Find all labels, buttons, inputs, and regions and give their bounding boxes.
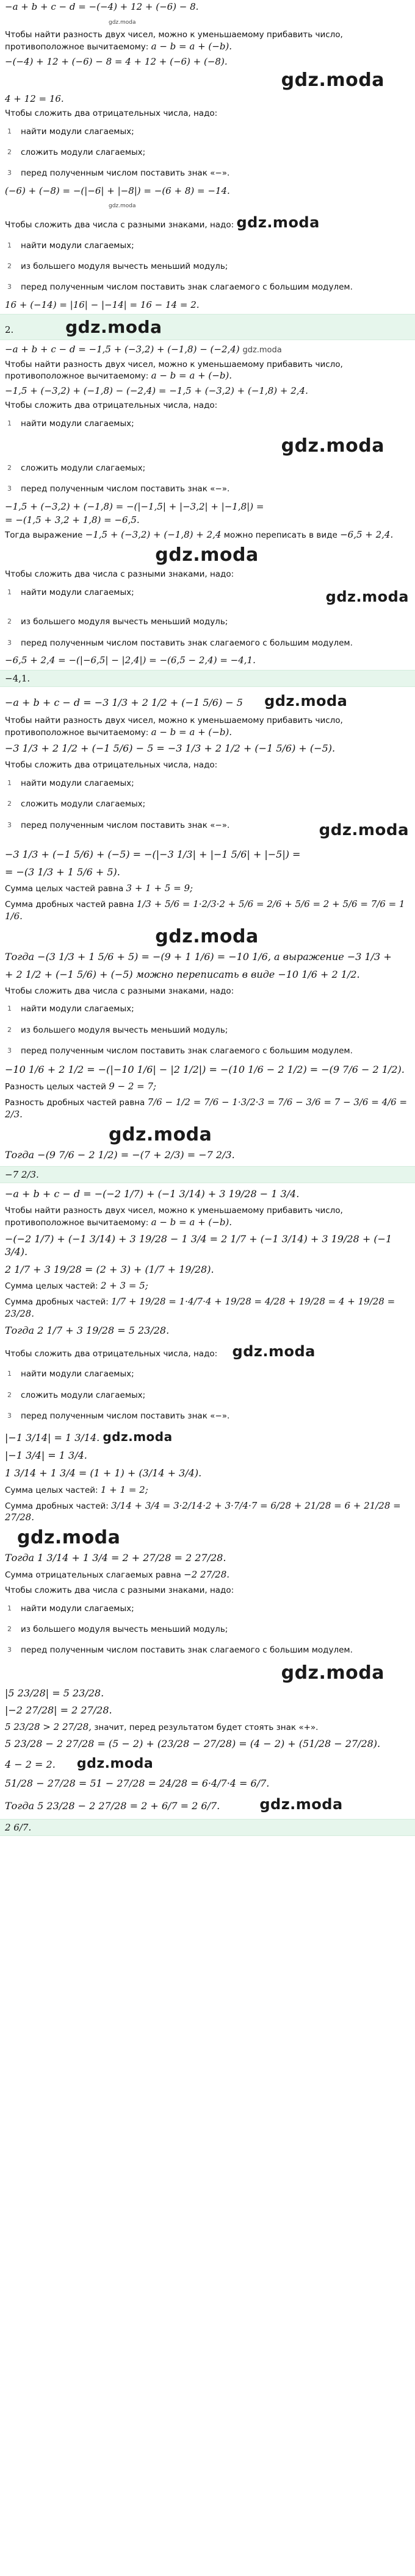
add-negative-rule: Чтобы сложить два отрицательных числа, надо: [5, 109, 218, 119]
task3-whole-diff: Разность целых частей 9 − 2 = 7; [5, 1080, 157, 1092]
task4-whole-sum: Сумма целых частей: 2 + 3 = 5; [5, 1280, 148, 1292]
task1-expression: −a + b + c − d = −(−4) + 12 + (−6) − 8. [5, 1, 199, 12]
task3-step1: −3 1/3 + 2 1/2 + (−1 5/6) − 5 = −3 1/3 + 2 1/2 + (−1 5/6) + (−5). [5, 742, 336, 755]
task4-frac-diff: 51/28 − 27/28 = 51 − 27/28 = 24/28 = 6·4/7·4 = 6/7. [5, 1777, 270, 1790]
list-item: 2 сложить модули слагаемых; [7, 1390, 146, 1400]
task1-answer: 2. [5, 324, 14, 336]
task4-frac-sum: Сумма дробных частей: 1/7 + 19/28 = 1·4/7·4 + 19/28 = 4/28 + 19/28 = 4 + 19/28 = 23/28. [5, 1296, 395, 1320]
list-item: 1 найти модули слагаемых; [7, 1369, 134, 1379]
task3-expression: −a + b + c − d = −3 1/3 + 2 1/2 + (−1 5/6) − 5 gdz.moda [5, 692, 348, 710]
list-item: 2 сложить модули слагаемых; [7, 463, 146, 474]
task4-mod2: |−1 3/4| = 1 3/4. [5, 1450, 87, 1462]
add-diff-signs-rule: Чтобы сложить два числа с разными знаками, надо: gdz.moda [5, 214, 320, 232]
list-item: 1 найти модули слагаемых; [7, 1603, 134, 1614]
task4-neg-parts: 1 3/14 + 1 3/4 = (1 + 1) + (3/14 + 3/4). [5, 1467, 202, 1479]
watermark: gdz.moda [281, 1662, 384, 1684]
task-1 [5, 0, 409, 340]
add-diff-signs-rule: Чтобы сложить два числа с разными знаками, надо: [5, 1585, 234, 1596]
list-item: 1 найти модули слагаемых; [7, 1004, 134, 1014]
list-item: 3 перед полученным числом поставить знак слагаемого с большим модулем. [7, 1045, 353, 1056]
subtract-rule: Чтобы найти разность двух чисел, можно к уменьшаемому прибавить число, противоположное вычитаемому: a − b = a + (−b). [5, 715, 343, 738]
task4-neg-total: Сумма отрицательных слагаемых равна −2 27/28. [5, 1569, 230, 1581]
task4-pos-sum: 2 1/7 + 3 19/28 = (2 + 3) + (1/7 + 19/28). [5, 1263, 214, 1275]
add-diff-signs-rule: Чтобы сложить два числа с разными знаками, надо: [5, 986, 234, 996]
list-item: 3 перед полученным числом поставить знак слагаемого с большим модулем. [7, 638, 353, 648]
task1-neg-sum: (−6) + (−8) = −(|−6| + |−8|) = −(6 + 8) = −14. [5, 185, 230, 196]
watermark: gdz.moda [17, 1527, 121, 1549]
list-item: 1 найти модули слагаемых; [7, 778, 134, 789]
list-item: 3 перед полученным числом поставить знак слагаемого с большим модулем. [7, 282, 353, 293]
task2-neg-sum-a: −1,5 + (−3,2) + (−1,8) = −(|−1,5| + |−3,2| + |−1,8|) = [5, 500, 264, 512]
task3-frac-diff: Разность дробных частей равна 7/6 − 1/2 = 7/6 − 1·3/2·3 = 7/6 − 3/6 = 7 − 3/6 = 4/6 = 2/3. [5, 1096, 408, 1120]
task4-expression: −a + b + c − d = −(−2 1/7) + (−1 3/14) + 3 19/28 − 1 3/4. [5, 1188, 300, 1200]
task2-answer-band [0, 670, 415, 687]
task3-then-b: + 2 1/2 + (−1 5/6) + (−5) можно переписать в виде −10 1/6 + 2 1/2. [5, 968, 360, 980]
list-item: 1 найти модули слагаемых; [7, 126, 134, 137]
add-negative-rule: Чтобы сложить два отрицательных числа, надо: [5, 400, 218, 411]
task-4 [5, 1186, 409, 1836]
add-diff-signs-rule: Чтобы сложить два числа с разными знаками, надо: [5, 569, 234, 580]
task2-expression: −a + b + c − d = −1,5 + (−3,2) + (−1,8) − (−2,4) gdz.moda [5, 344, 282, 355]
subtract-rule: Чтобы найти разность двух чисел, можно к уменьшаемому прибавить число, противоположное вычитаемому: a − b = a + (−b). [5, 359, 343, 382]
list-item: 3 перед полученным числом поставить знак «−». [7, 168, 230, 179]
task4-answer: 2 6/7. [5, 1822, 32, 1834]
list-item: 3 перед полученным числом поставить знак «−». [7, 1411, 230, 1421]
list-item: 2 из большего модуля вычесть меньший модуль; [7, 1025, 228, 1035]
task2-rewrite: Тогда выражение −1,5 + (−3,2) + (−1,8) + 2,4 можно переписать в виде −6,5 + 2,4. [5, 529, 394, 541]
task4-whole2-sum: Сумма целых частей: 1 + 1 = 2; [5, 1484, 148, 1495]
task4-compare: 5 23/28 > 2 27/28, значит, перед результатом будет стоять знак «+». [5, 1721, 319, 1733]
task3-frac-sum: Сумма дробных частей равна 1/3 + 5/6 = 1·2/3·2 + 5/6 = 2/6 + 5/6 = 2 + 5/6 = 7/6 = 1 1/6. [5, 898, 405, 922]
task2-step1: −1,5 + (−3,2) + (−1,8) − (−2,4) = −1,5 + (−3,2) + (−1,8) + 2,4. [5, 385, 308, 397]
task4-mod4: |−2 27/28| = 2 27/28. [5, 1704, 112, 1717]
subtract-rule: Чтобы найти разность двух чисел, можно к уменьшаемому прибавить число, противоположное вычитаемому: a − b = a + (−b). [5, 1206, 343, 1228]
list-item: 1 найти модули слагаемых; [7, 419, 134, 429]
list-item: 1 найти модули слагаемых; gdz.moda [7, 587, 409, 605]
task4-mod1: |−1 3/14| = 1 3/14. gdz.moda [5, 1429, 173, 1445]
watermark: gdz.moda [109, 1123, 212, 1145]
task2-result: −6,5 + 2,4 = −(|−6,5| − |2,4|) = −(6,5 − 2,4) = −4,1. [5, 654, 256, 666]
task4-mod3: |5 23/28| = 5 23/28. [5, 1687, 104, 1699]
watermark: gdz.moda [155, 544, 259, 566]
task3-final: Тогда −(9 7/6 − 2 1/2) = −(7 + 2/3) = −7 2/3. [5, 1148, 235, 1161]
add-negative-rule: Чтобы сложить два отрицательных числа, надо: [5, 760, 218, 770]
subtract-rule: Чтобы найти разность двух чисел, можно к уменьшаемому прибавить число, противоположное вычитаемому: a − b = a + (−b). [5, 29, 343, 52]
list-item: 2 из большего модуля вычесть меньший модуль; [7, 1624, 228, 1635]
list-item: 3 перед полученным числом поставить знак слагаемого с большим модулем. [7, 1645, 353, 1656]
task3-answer: −7 2/3. [5, 1169, 39, 1181]
task4-answer-band [0, 1819, 415, 1836]
task3-neg-sum-b: = −(3 1/3 + 1 5/6 + 5). [5, 866, 120, 878]
list-item: 2 сложить модули слагаемых; [7, 799, 146, 809]
task1-step1: −(−4) + 12 + (−6) − 8 = 4 + 12 + (−6) + (−8). [5, 55, 228, 67]
watermark: gdz.moda [65, 317, 162, 338]
task2-answer: −4,1. [5, 672, 31, 684]
task3-neg-sum-a: −3 1/3 + (−1 5/6) + (−5) = −(|−3 1/3| + |−1 5/6| + |−5|) = [5, 848, 301, 860]
list-item: 2 сложить модули слагаемых; [7, 148, 146, 158]
task3-then-a: Тогда −(3 1/3 + 1 5/6 + 5) = −(9 + 1 1/6) = −10 1/6, а выражение −3 1/3 + [5, 950, 392, 962]
list-item: 2 из большего модуля вычесть меньший модуль; [7, 262, 228, 272]
task4-frac2-sum: Сумма дробных частей: 3/14 + 3/4 = 3·2/14·2 + 3·7/4·7 = 6/28 + 21/28 = 6 + 21/28 = 27/28. [5, 1500, 401, 1523]
list-item: 3 перед полученным числом поставить знак «−». [7, 484, 230, 494]
watermark: gdz.moda [281, 435, 384, 457]
add-negative-rule: Чтобы сложить два отрицательных числа, надо: gdz.moda [5, 1342, 316, 1360]
watermark-small: gdz.moda [109, 19, 136, 26]
task-3 [5, 689, 409, 1184]
task4-step1: −(−2 1/7) + (−1 3/14) + 3 19/28 − 1 3/4 = 2 1/7 + (−1 3/14) + 3 19/28 + (−1 3/4). [5, 1233, 392, 1258]
list-item: 2 из большего модуля вычесть меньший модуль; [7, 617, 228, 627]
watermark: gdz.moda [281, 69, 384, 91]
watermark-small: gdz.moda [109, 203, 136, 210]
task-2 [5, 343, 409, 686]
list-item: 3 перед полученным числом поставить знак «−». gdz.moda [7, 820, 409, 839]
task1-answer-band [0, 314, 415, 340]
task4-then-neg: Тогда 1 3/14 + 1 3/4 = 2 + 27/28 = 2 27/28. [5, 1552, 226, 1564]
task4-diff: 5 23/28 − 2 27/28 = (5 − 2) + (23/28 − 27/28) = (4 − 2) + (51/28 − 27/28). [5, 1738, 381, 1750]
watermark: gdz.moda [155, 925, 259, 947]
task3-whole-sum: Сумма целых частей равна 3 + 1 + 5 = 9; [5, 883, 193, 894]
task4-then-pos: Тогда 2 1/7 + 3 19/28 = 5 23/28. [5, 1325, 170, 1337]
task1-step2: 4 + 12 = 16. [5, 93, 64, 105]
task4-whole-diff: 4 − 2 = 2. gdz.moda [5, 1756, 154, 1771]
task3-result-a: −10 1/6 + 2 1/2 = −(|−10 1/6| − |2 1/2|) = −(10 1/6 − 2 1/2) = −(9 7/6 − 2 1/2). [5, 1064, 405, 1076]
task2-neg-sum-b: = −(1,5 + 3,2 + 1,8) = −6,5. [5, 514, 140, 526]
task3-answer-band [0, 1166, 415, 1183]
list-item: 1 найти модули слагаемых; [7, 240, 134, 251]
task4-final: Тогда 5 23/28 − 2 27/28 = 2 + 6/7 = 2 6/7. gdz.moda [5, 1796, 343, 1813]
task1-result: 16 + (−14) = |16| − |−14| = 16 − 14 = 2. [5, 299, 200, 310]
